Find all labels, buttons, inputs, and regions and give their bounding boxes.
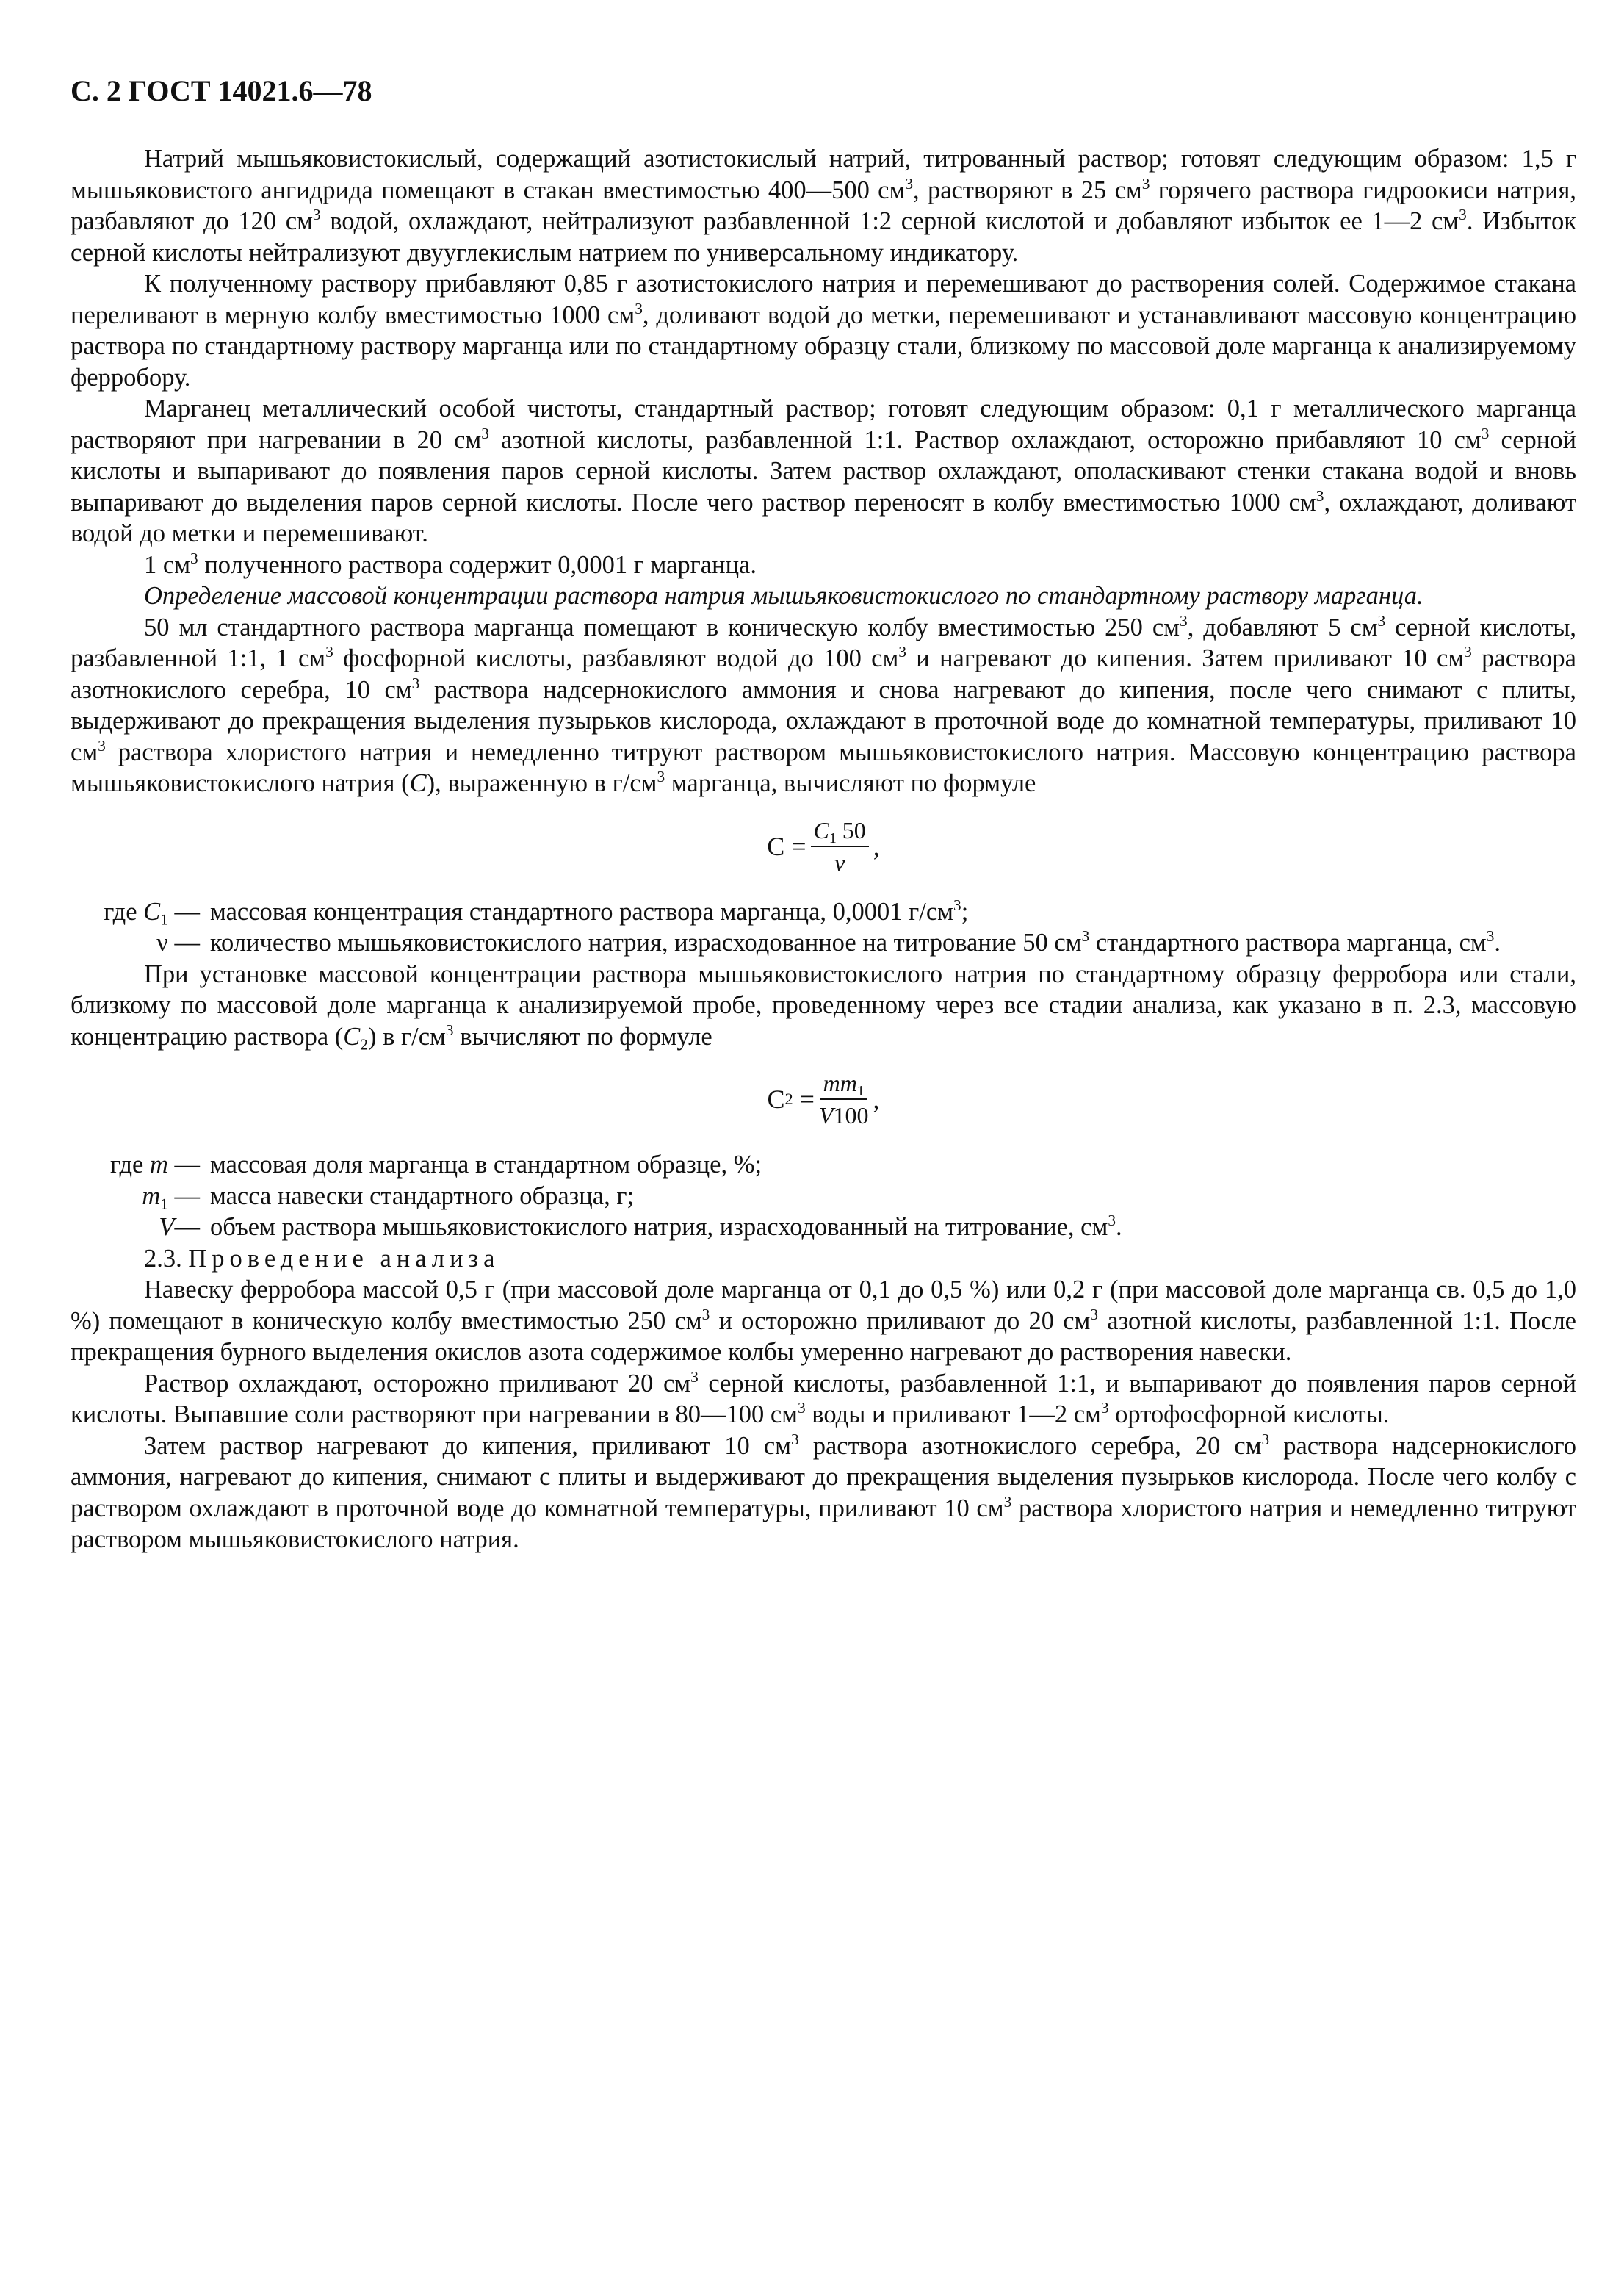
- paragraph-manganese-standard: Марганец металлический особой чистоты, стандартный раствор; готовят следующим образом: 0,1 г металлического марганца растворяют при нагревании в 20 $см^3$ азотной кислоты, разбавленной 1:1. Раствор охлаждают, осторожно прибавляют 10 $см^3$ серной кислоты и выпаривают до появления паров серной кислоты. Затем раствор охлаждают, ополаскивают стенки стакана водой и вновь выпаривают до выделения паров серной кислоты. После чего раствор переносят в колбу вместимостью 1000 $см^3$, охлаждают, доливают водой до метки и перемешивают.: [71, 395, 1576, 547]
- formula-concentration-2: C 2 = $\frac{mm_1}{V100}$ ,: [767, 1070, 880, 1129]
- formula-legend-1: где $C_1$ — массовая концентрация стандартного раствора марганца, 0,0001 $г/см^3$; ν — количество мышьяковистокислого натрия, израсходованное на титрование 50 $см^3$ стандартного раствора марганца, $см^3$.: [104, 896, 1501, 957]
- paragraph-titration-procedure: 50 мл стандартного раствора марганца помещают в коническую колбу вместимостью 250 $см^3$, добавляют 5 $см^3$ серной кислоты, разбавленной 1:1, 1 $см^3$ фосфорной кислоты, разбавляют водой до 100 $см^3$ и нагревают до кипения. Затем приливают 10 $см^3$ раствора азотнокислого серебра, 10 $см^3$ раствора надсернокислого аммония и снова нагревают до кипения, после чего снимают с плиты, выдерживают до прекращения выделения пузырьков кислорода, охлаждают в проточной воде до комнатной температуры, приливают 10 $см^3$ раствора хлористого натрия и немедленно титруют раствором мышьяковистокислого натрия. Массовую концентрацию раствора мышьяковистокислого натрия (C), выраженную в $г/см^3$ марганца, вычисляют по формуле: [71, 611, 1576, 797]
- paragraph-final-titration: Затем раствор нагревают до кипения, приливают 10 $см^3$ раствора азотнокислого серебра, 20 $см^3$ раствора надсернокислого аммония, нагревают до кипения, снимают с плиты и выдерживают до прекращения выделения пузырьков кислорода. После чего колбу с раствором охлаждают в проточной воде до комнатной температуры, приливают 10 $см^3$ раствора хлористого натрия и немедленно титруют раствором мышьяковистокислого натрия.: [71, 1430, 1577, 1553]
- formula-legend-2: где m — массовая доля марганца в стандартном образце, %; $m_1$ — масса навески стандартного образца, г; V— объем раствора мышьяковистокислого натрия, израсходованный на титрование, $см^3$.: [110, 1151, 1122, 1241]
- paragraph-sample-dissolution: Навеску ферробора массой 0,5 г (при массовой доле марганца от 0,1 до 0,5 %) или 0,2 г (при массовой доле марганца св. 0,5 до 1,0 %) помещают в коническую колбу вместимостью 250 $см^3$ и осторожно приливают до 20 $см^3$ азотной кислоты, разбавленной 1:1. После прекращения бурного выделения окислов азота содержимое колбы умеренно нагревают до растворения навески.: [71, 1275, 1576, 1366]
- subheading-concentration-determination: Определение массовой концентрации раствора натрия мышьяковистокислого по стандартному раствору марганца.: [144, 582, 1423, 610]
- paragraph-reagent-arsenite: Натрий мышьяковистокислый, содержащий азотистокислый натрий, титрованный раствор; готовят следующим образом: 1,5 г мышьяковистого ангидрида помещают в стакан вместимостью 400—500 $см^3$, растворяют в 25 $см^3$ горячего раствора гидроокиси натрия, разбавляют до 120 $см^3$ водой, охлаждают, нейтрализуют разбавленной 1:2 серной кислотой и добавляют избыток ее 1—2 $см^3$. Избыток серной кислоты нейтрализуют двууглекислым натрием по универсальному индикатору.: [71, 145, 1576, 267]
- paragraph-standard-sample: При установке массовой концентрации раствора мышьяковистокислого натрия по стандартному образцу ферробора или стали, близкому по массовой доле марганца к анализируемой пробе, проведенному через все стадии анализа, как указано в п. 2.3, массовую концентрацию раствора $(C_2)$ в $г/см^3$ вычисляют по формуле: [71, 960, 1576, 1053]
- paragraph-manganese-content: 1 $см^3$ полученного раствора содержит 0,0001 г марганца.: [144, 549, 757, 579]
- document-page: [71, 73, 1576, 1555]
- formula-concentration: C = $\frac{C_1 50}{\nu}$ ,: [767, 816, 880, 876]
- page-header: С. 2 ГОСТ 14021.6—78: [71, 74, 372, 107]
- paragraph-reagent-nitrite: К полученному раствору прибавляют 0,85 г азотистокислого натрия и перемешивают до растворения солей. Содержимое стакана переливают в мерную колбу вместимостью 1000 $см^3$, доливают водой до метки, перемешивают и устанавливают массовую концентрацию раствора по стандартному раствору марганца или по стандартному образцу стали, близкому по массовой доле марганца к анализируемому ферробору.: [71, 270, 1576, 392]
- section-heading-2-3: 2.3. Проведение анализа: [144, 1244, 500, 1273]
- paragraph-evaporation: Раствор охлаждают, осторожно приливают 20 $см^3$ серной кислоты, разбавленной 1:1, и выпаривают до появления паров серной кислоты. Выпавшие соли растворяют при нагревании в 80—100 $см^3$ воды и приливают 1—2 $см^3$ ортофосфорной кислоты.: [71, 1367, 1576, 1428]
